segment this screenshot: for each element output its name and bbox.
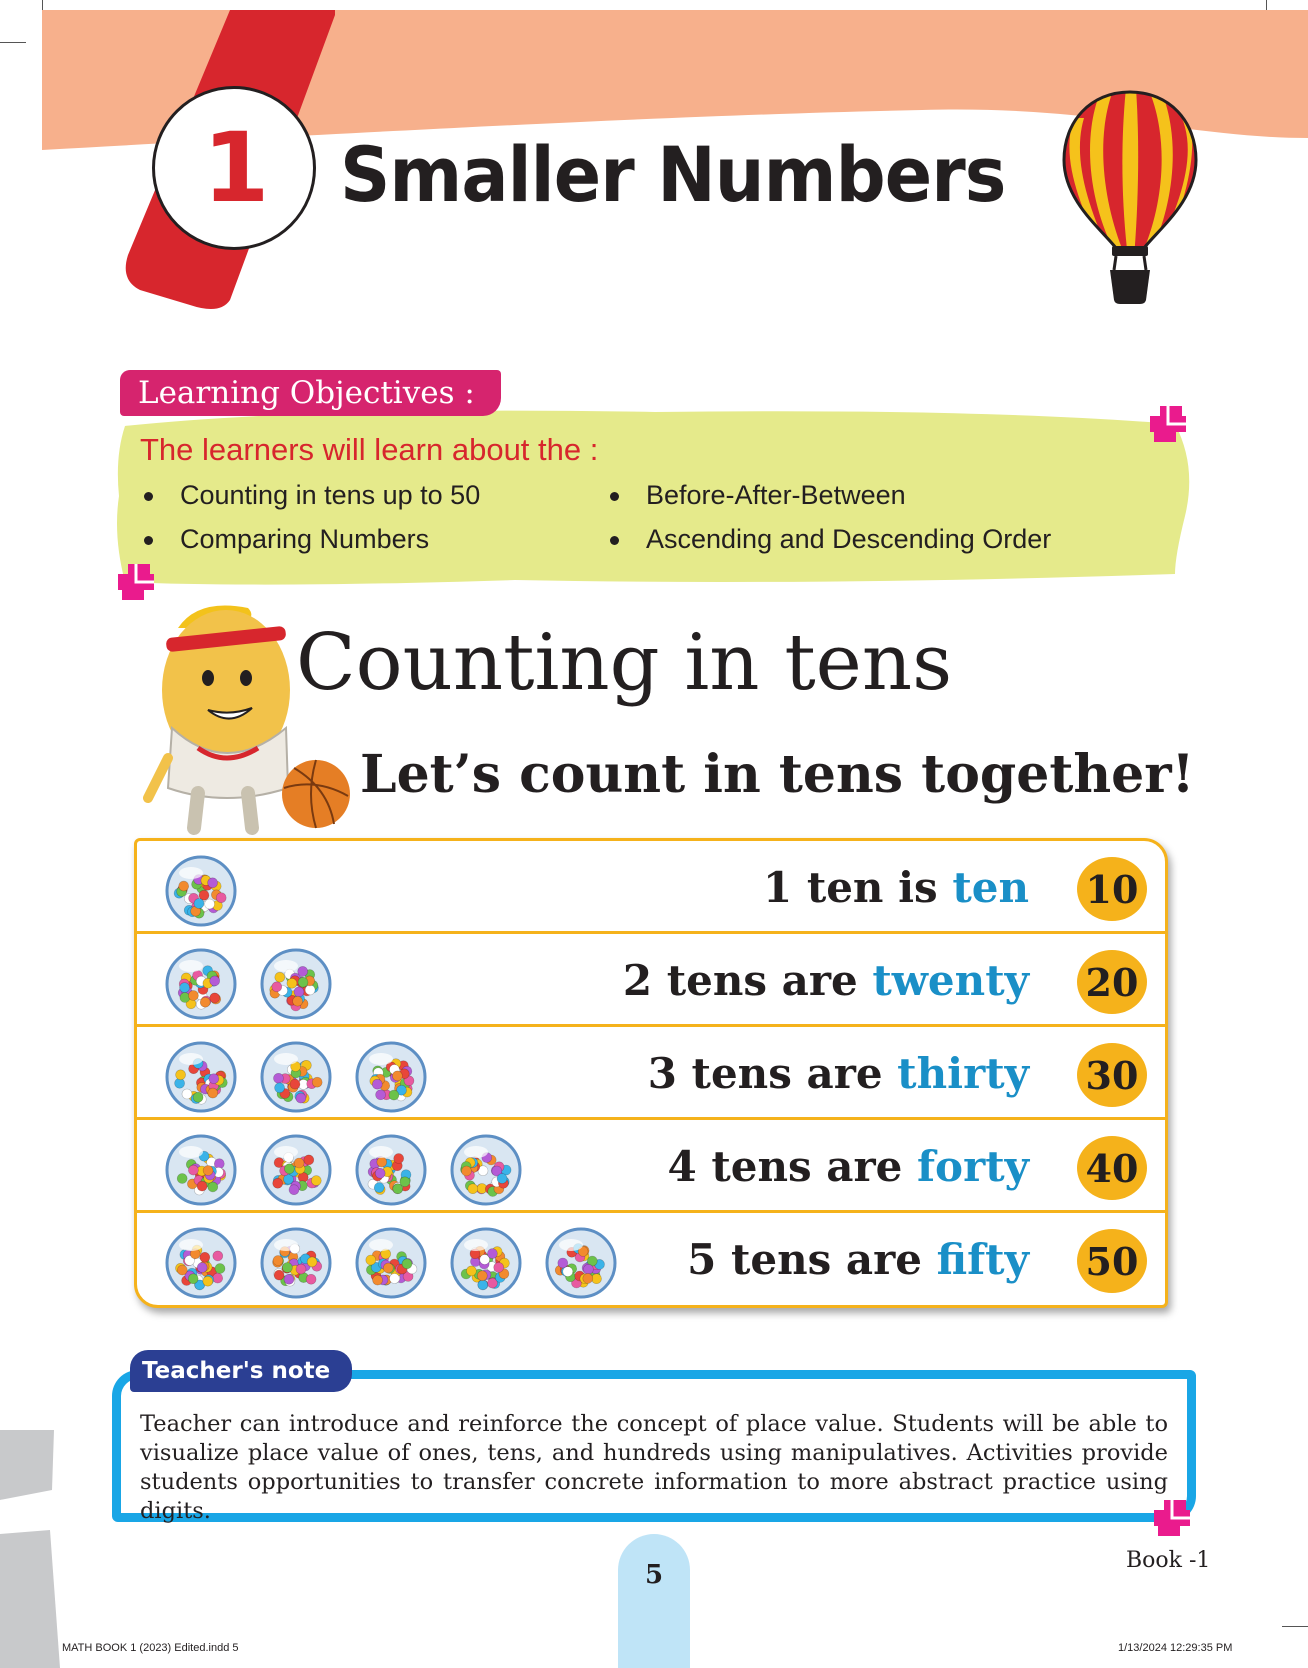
bead-jar-icon [355,1134,427,1206]
row-number-word: forty [916,1142,1029,1191]
book-label: Book -1 [1126,1548,1211,1573]
bead-jar-icon [355,1041,427,1113]
table-row [137,1213,1165,1306]
crop-mark [1282,1626,1308,1627]
row-sentence [668,1142,1029,1191]
objectives-tag: Learning Objectives : [120,370,501,416]
row-number-word: ten [952,863,1029,912]
hot-air-balloon-icon [1060,88,1200,306]
table-row [137,1027,1165,1120]
row-sentence [623,956,1029,1005]
row-number-badge: 50 [1077,1229,1147,1293]
chapter-number-badge: 1 [152,86,316,250]
row-number-word: thirty [897,1049,1029,1098]
row-prefix: 3 tens are [647,1049,898,1098]
bead-jar-icon [165,1134,237,1206]
print-slug-timestamp: 1/13/2024 12:29:35 PM [1118,1642,1233,1654]
row-number-badge: 40 [1077,1136,1147,1200]
counting-table [134,838,1168,1308]
bead-jar-icon [355,1227,427,1299]
objectives-heading: The learners will learn about the : [140,432,599,467]
bead-jar-icon [450,1134,522,1206]
bead-jar-icon [260,1227,332,1299]
section-title: Counting in tens [296,618,953,708]
objective-item: Counting in tens up to 50 [140,480,480,511]
section-subtitle: Let’s count in tens together! [360,744,1195,805]
corner-decoration-icon [1150,1496,1194,1540]
row-sentence [763,863,1029,912]
page-number-tab [618,1534,690,1668]
row-prefix: 5 tens are [687,1235,937,1284]
bead-jar-icon [165,948,237,1020]
objective-item: Before-After-Between [606,480,906,511]
table-row [137,934,1165,1027]
table-row [137,841,1165,934]
bead-jar-icon [260,1134,332,1206]
row-number-badge: 10 [1077,857,1147,921]
teacher-note-tag: Teacher's note [130,1350,352,1392]
row-number-word: twenty [872,956,1029,1005]
side-decoration [0,1430,60,1668]
bead-jar-icon [165,1041,237,1113]
bead-jar-icon [260,948,332,1020]
teacher-note-text: Teacher can introduce and reinforce the concept of place value. Students will be able to visualize place value of ones, tens, and hundreds using manipulatives. Activities provide students opportunities to transfer concrete information to more abstract practice using digits. [140,1411,1168,1524]
row-prefix: 1 ten is [762,863,953,912]
bead-jar-icon [165,855,237,927]
bead-jar-icon [165,1227,237,1299]
row-sentence [687,1235,1029,1284]
crop-mark [0,42,26,43]
row-sentence [648,1049,1029,1098]
row-number-word: fifty [936,1235,1029,1284]
bead-jar-icon [260,1041,332,1113]
row-number-badge: 20 [1077,950,1147,1014]
objective-item: Ascending and Descending Order [606,524,1051,555]
chapter-title: Smaller Numbers [340,130,1006,219]
table-row [137,1120,1165,1213]
bead-jar-icon [450,1227,522,1299]
print-slug-filename: MATH BOOK 1 (2023) Edited.indd 5 [62,1642,239,1654]
page-number: 5 [644,1560,664,1590]
row-prefix: 2 tens are [622,956,873,1005]
bead-jar-icon [545,1227,617,1299]
row-number-badge: 30 [1077,1043,1147,1107]
row-prefix: 4 tens are [667,1142,917,1191]
objective-item: Comparing Numbers [140,524,429,555]
corner-decoration-icon [1146,402,1190,446]
